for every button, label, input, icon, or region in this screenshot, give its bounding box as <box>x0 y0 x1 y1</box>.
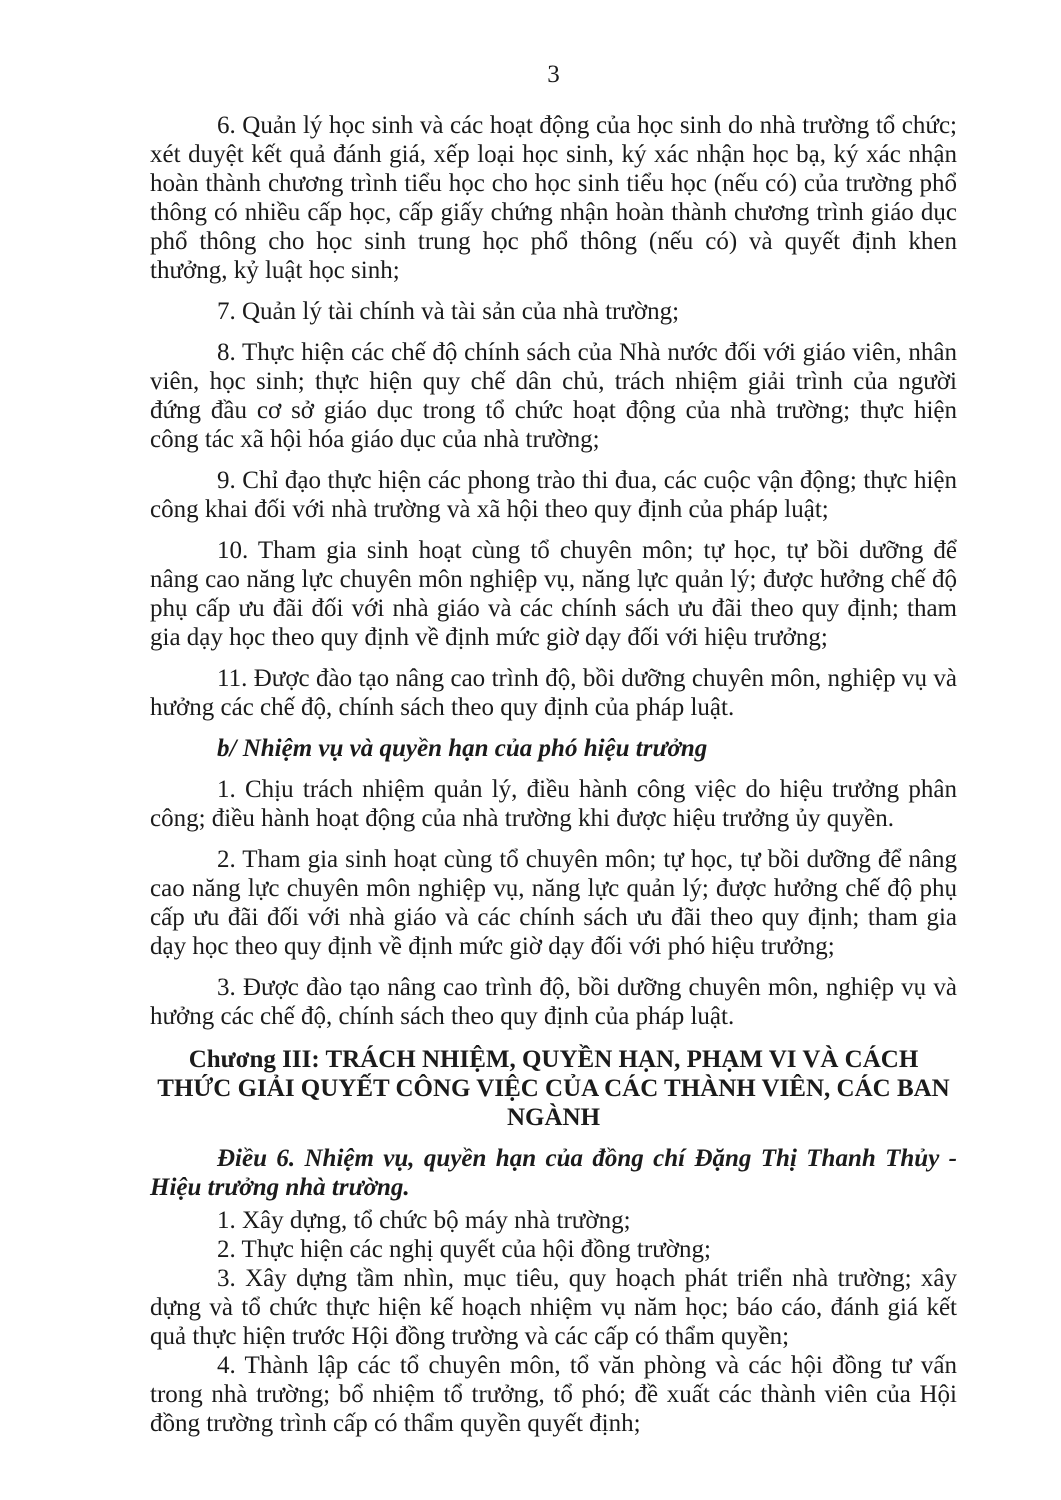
article-6-item-2: 2. Thực hiện các nghị quyết của hội đồng trường; <box>217 1236 711 1263</box>
paragraph-item-8: 8. Thực hiện các chế độ chính sách của Nhà nước đối với giáo viên, nhân viên, học sinh; thực hiện quy chế dân chủ, trách nhiệm giải trình của người đứng đầu cơ sở giáo dục trong tổ chức hoạt động của nhà trường; thực hiện công tác xã hội hóa giáo dục của nhà trường; <box>150 339 957 453</box>
chapter-iii-heading: Chương III: TRÁCH NHIỆM, QUYỀN HẠN, PHẠM VI VÀ CÁCH THỨC GIẢI QUYẾT CÔNG VIỆC CỦA CÁC THÀNH VIÊN, CÁC BAN NGÀNH <box>157 1046 950 1131</box>
article-6-heading: Điều 6. Nhiệm vụ, quyền hạn của đồng chí Đặng Thị Thanh Thủy - Hiệu trưởng nhà trường. <box>150 1145 957 1201</box>
article-6-item-3: 3. Xây dựng tầm nhìn, mục tiêu, quy hoạch phát triển nhà trường; xây dựng và tổ chức thực hiện kế hoạch nhiệm vụ năm học; báo cáo, đánh giá kết quả thực hiện trước Hội đồng trường và các cấp có thẩm quyền; <box>150 1265 957 1350</box>
paragraph-item-7: 7. Quản lý tài chính và tài sản của nhà trường; <box>217 298 680 325</box>
paragraph-item-9: 9. Chỉ đạo thực hiện các phong trào thi đua, các cuộc vận động; thực hiện công khai đối với nhà trường và xã hội theo quy định của pháp luật; <box>150 467 957 523</box>
paragraph-item-10: 10. Tham gia sinh hoạt cùng tổ chuyên môn; tự học, tự bồi dưỡng để nâng cao năng lực chuyên môn nghiệp vụ, năng lực quản lý; được hưởng chế độ phụ cấp ưu đãi đối với nhà giáo và các chính sách ưu đãi theo quy định; tham gia dạy học theo quy định về định mức giờ dạy đối với hiệu trưởng; <box>150 537 957 651</box>
paragraph-vice-principal-3: 3. Được đào tạo nâng cao trình độ, bồi dưỡng chuyên môn, nghiệp vụ và hưởng các chế độ, chính sách theo quy định của pháp luật. <box>150 974 957 1030</box>
paragraph-vice-principal-2: 2. Tham gia sinh hoạt cùng tổ chuyên môn; tự học, tự bồi dưỡng để nâng cao năng lực chuyên môn nghiệp vụ, năng lực quản lý; được hưởng chế độ phụ cấp ưu đãi đối với nhà giáo và các chính sách ưu đãi theo quy định; tham gia dạy học theo quy định về định mức giờ dạy đối với phó hiệu trưởng; <box>150 846 957 960</box>
article-6-item-1: 1. Xây dựng, tổ chức bộ máy nhà trường; <box>217 1207 631 1234</box>
article-6-item-4: 4. Thành lập các tổ chuyên môn, tổ văn phòng và các hội đồng tư vấn trong nhà trường; bổ nhiệm tổ trưởng, tổ phó; đề xuất các thành viên của Hội đồng trường trình cấp có thẩm quyền quyết định; <box>150 1352 957 1437</box>
page-number: 3 <box>547 61 560 88</box>
paragraph-vice-principal-1: 1. Chịu trách nhiệm quản lý, điều hành công việc do hiệu trưởng phân công; điều hành hoạt động của nhà trường khi được hiệu trưởng ủy quyền. <box>150 776 957 832</box>
paragraph-item-11: 11. Được đào tạo nâng cao trình độ, bồi dưỡng chuyên môn, nghiệp vụ và hưởng các chế độ, chính sách theo quy định của pháp luật. <box>150 665 957 721</box>
section-b-heading: b/ Nhiệm vụ và quyền hạn của phó hiệu trưởng <box>217 735 708 762</box>
paragraph-item-6: 6. Quản lý học sinh và các hoạt động của học sinh do nhà trường tổ chức; xét duyệt kết quả đánh giá, xếp loại học sinh, ký xác nhận học bạ, ký xác nhận hoàn thành chương trình tiểu học cho học sinh tiểu học (nếu có) của trường phổ thông có nhiều cấp học, cấp giấy chứng nhận hoàn thành chương trình giáo dục phổ thông cho học sinh trung học phổ thông (nếu có) và quyết định khen thưởng, kỷ luật học sinh; <box>150 112 957 284</box>
